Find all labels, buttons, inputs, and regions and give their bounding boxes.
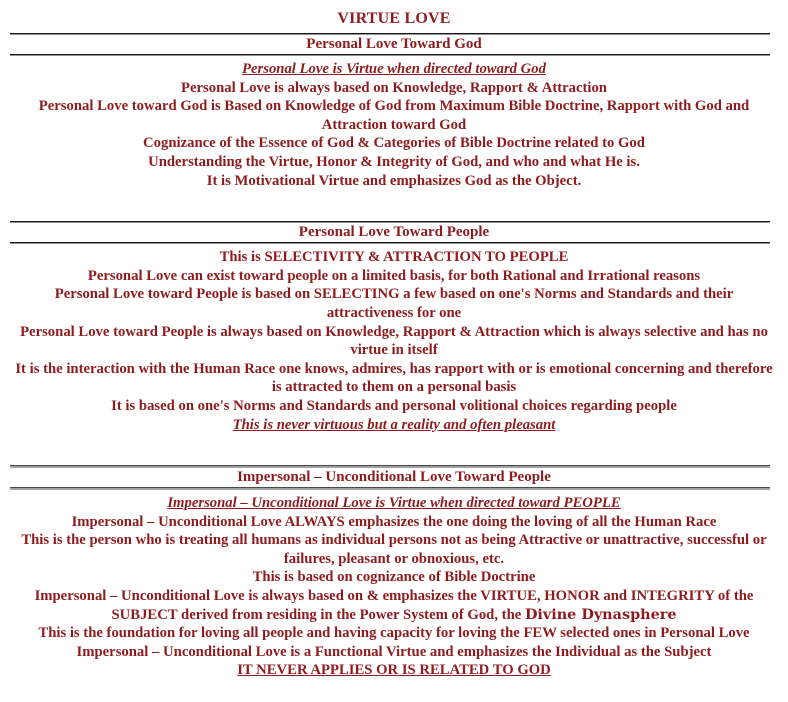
doctrine-line: This is SELECTIVITY & ATTRACTION TO PEOPLE xyxy=(219,249,569,266)
doctrine-line: Personal Love toward God is Based on Knowledge of God from Maximum Bible Doctrine, Rapport with God and Attraction toward God xyxy=(38,98,750,133)
heading-divider-top xyxy=(10,221,770,223)
section-impersonal-unconditional-love xyxy=(0,465,788,680)
page-title: VIRTUE LOVE xyxy=(337,10,451,27)
doctrine-line-text: Impersonal – Unconditional Love is always based on & emphasizes the VIRTUE, HONOR and INTEGRITY of the SUBJECT derived from residing in the Power System of God, the xyxy=(34,588,754,623)
doctrine-line: Personal Love is always based on Knowledge, Rapport & Attraction xyxy=(181,79,607,96)
doctrine-line: Cognizance of the Essence of God & Categories of Bible Doctrine related to God xyxy=(143,135,645,152)
doctrine-line: Impersonal – Unconditional Love is a Functional Virtue and emphasizes the Individual as the Subject xyxy=(76,643,712,660)
section-body xyxy=(0,56,788,190)
section-heading: Personal Love Toward People xyxy=(298,224,490,241)
virtue-statement-line: This is never virtuous but a reality and often pleasant xyxy=(232,416,556,433)
doctrine-line: Understanding the Virtue, Honor & Integrity of God, and who and what He is. xyxy=(148,153,640,170)
section-body xyxy=(0,244,788,434)
section-heading: Impersonal – Unconditional Love Toward People xyxy=(237,469,551,486)
doctrine-line: Impersonal – Unconditional Love ALWAYS emphasizes the one doing the loving of all the Human Race xyxy=(71,513,717,530)
doctrine-line: Personal Love can exist toward people on a limited basis, for both Rational and Irrational reasons xyxy=(87,267,701,284)
heading-divider-top xyxy=(10,33,770,35)
virtue-statement-line: Personal Love is Virtue when directed toward God xyxy=(242,61,546,77)
doctrine-line: This is the foundation for loving all people and having capacity for loving the FEW selected ones in Personal Love xyxy=(38,625,750,642)
divine-dynasphere-phrase: Divine Dynasphere xyxy=(524,605,677,623)
doctrine-line: It is Motivational Virtue and emphasizes God as the Object. xyxy=(206,172,582,189)
section-heading: Personal Love Toward God xyxy=(306,36,482,52)
doctrine-line: This is the person who is treating all humans as individual persons not as being Attractive or unattractive, successful or failures, pleasant or obnoxious, etc. xyxy=(21,532,767,567)
virtue-statement-line: Impersonal – Unconditional Love is Virtue when directed toward PEOPLE xyxy=(167,495,621,512)
doctrine-line: Personal Love toward People is based on SELECTING a few based on one's Norms and Standards and their attractiveness for one xyxy=(54,286,734,321)
doctrine-line: Personal Love toward People is always based on Knowledge, Rapport & Attraction which is always selective and has no virtue in itself xyxy=(20,323,768,359)
key-conclusion-line: IT NEVER APPLIES OR IS RELATED TO GOD xyxy=(237,662,551,679)
doctrine-line: This is based on cognizance of Bible Doctrine xyxy=(252,569,536,586)
doctrine-line xyxy=(14,587,774,624)
heading-divider-top xyxy=(10,465,770,468)
section-body xyxy=(0,490,788,680)
section-personal-love-toward-god xyxy=(0,33,788,190)
doctrine-line: It is the interaction with the Human Race one knows, admires, has rapport with or is emotional concerning and therefore is attracted to them on a personal basis xyxy=(15,360,773,396)
section-personal-love-toward-people xyxy=(0,221,788,434)
doctrine-line: It is based on one's Norms and Standards and personal volitional choices regarding people xyxy=(111,397,677,414)
